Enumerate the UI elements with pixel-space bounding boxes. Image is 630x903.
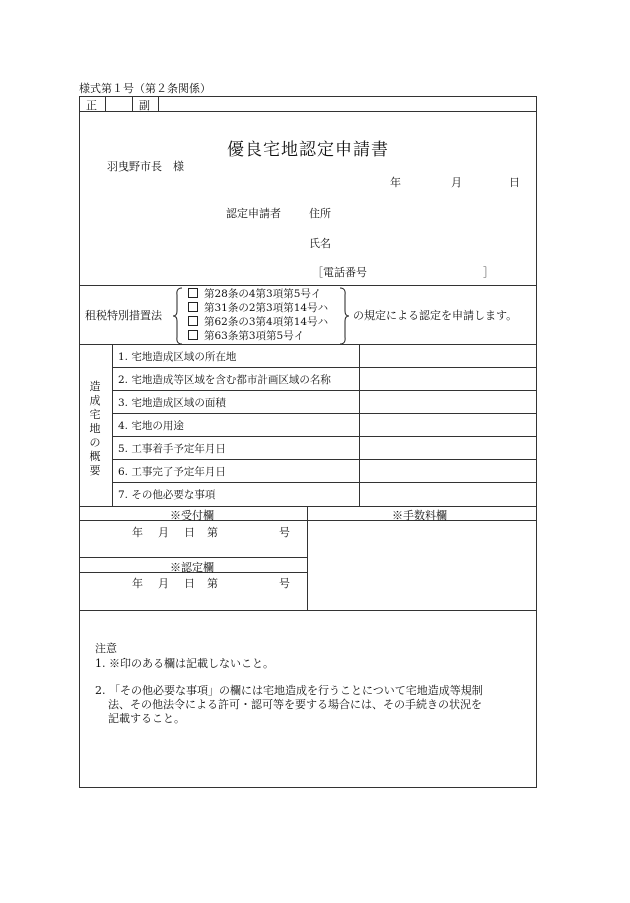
reception-month: 月 bbox=[158, 526, 169, 539]
date-month: 月 bbox=[451, 176, 462, 189]
note-2: 2. 「その他必要な事項」の欄には宅地造成を行うことについて宅地造成等規制 bbox=[95, 684, 483, 697]
notes-heading: 注意 bbox=[95, 642, 117, 655]
overview-row-other: 7. その他必要な事項 bbox=[118, 489, 216, 501]
applicant-name-label: 氏名 bbox=[309, 237, 331, 250]
tax-law-option: 第31条の2第3項第14号ハ bbox=[188, 300, 328, 315]
note-2-continued: 法、その他法令による許可・認可等を要する場合には、その手続きの状況を bbox=[108, 698, 482, 711]
page-title: 優良宅地認定申請書 bbox=[227, 140, 389, 160]
reception-no-suffix: 号 bbox=[279, 526, 290, 539]
applicant-address-label: 住所 bbox=[309, 207, 331, 220]
overview-row-area: 3. 宅地造成区域の面積 bbox=[118, 397, 226, 409]
applicant-label: 認定申請者 bbox=[226, 207, 281, 220]
applicant-phone-close: ］ bbox=[483, 266, 494, 279]
overview-label: 造成宅地の概要 bbox=[89, 380, 101, 477]
overview-row-start-date: 5. 工事着手予定年月日 bbox=[118, 443, 226, 455]
reception-no-prefix: 第 bbox=[207, 526, 218, 539]
certification-month: 月 bbox=[158, 577, 169, 590]
date-day: 日 bbox=[509, 176, 520, 189]
copy-mark: 副 bbox=[139, 99, 150, 112]
overview-row-planning-area: 2. 宅地造成等区域を含む都市計画区域の名称 bbox=[118, 374, 331, 386]
overview-row-end-date: 6. 工事完了予定年月日 bbox=[118, 466, 226, 478]
reception-day: 日 bbox=[184, 526, 195, 539]
checkbox[interactable] bbox=[188, 330, 198, 340]
tax-law-option: 第28条の4第3項第5号イ bbox=[188, 286, 321, 301]
checkbox[interactable] bbox=[188, 316, 198, 326]
overview-row-use: 4. 宅地の用途 bbox=[118, 420, 184, 432]
tax-law-option: 第63条第3項第5号イ bbox=[188, 328, 304, 343]
tax-law-suffix: の規定による認定を申請します。 bbox=[353, 309, 518, 322]
applicant-phone-label: ［電話番号 bbox=[312, 266, 367, 279]
tax-law-option: 第62条の3第4項第14号ハ bbox=[188, 314, 328, 329]
right-brace bbox=[338, 287, 350, 345]
certification-year: 年 bbox=[132, 577, 143, 590]
certification-no-prefix: 第 bbox=[207, 577, 218, 590]
tax-law-label: 租税特別措置法 bbox=[85, 309, 162, 322]
form-number-label: 様式第１号（第２条関係） bbox=[79, 82, 211, 95]
certification-no-suffix: 号 bbox=[279, 577, 290, 590]
note-1: 1. ※印のある欄は記載しないこと。 bbox=[95, 657, 274, 670]
note-2-continued: 記載すること。 bbox=[108, 712, 185, 725]
certification-label: ※認定欄 bbox=[170, 561, 214, 574]
checkbox[interactable] bbox=[188, 288, 198, 298]
reception-label: ※受付欄 bbox=[170, 509, 214, 522]
overview-row-location: 1. 宅地造成区域の所在地 bbox=[118, 351, 237, 363]
addressee: 羽曳野市長 様 bbox=[107, 160, 184, 173]
left-brace bbox=[172, 287, 184, 345]
fee-label: ※手数料欄 bbox=[392, 509, 447, 522]
checkbox[interactable] bbox=[188, 302, 198, 312]
certification-day: 日 bbox=[184, 577, 195, 590]
original-mark: 正 bbox=[86, 99, 97, 112]
reception-year: 年 bbox=[132, 526, 143, 539]
date-year: 年 bbox=[390, 176, 401, 189]
